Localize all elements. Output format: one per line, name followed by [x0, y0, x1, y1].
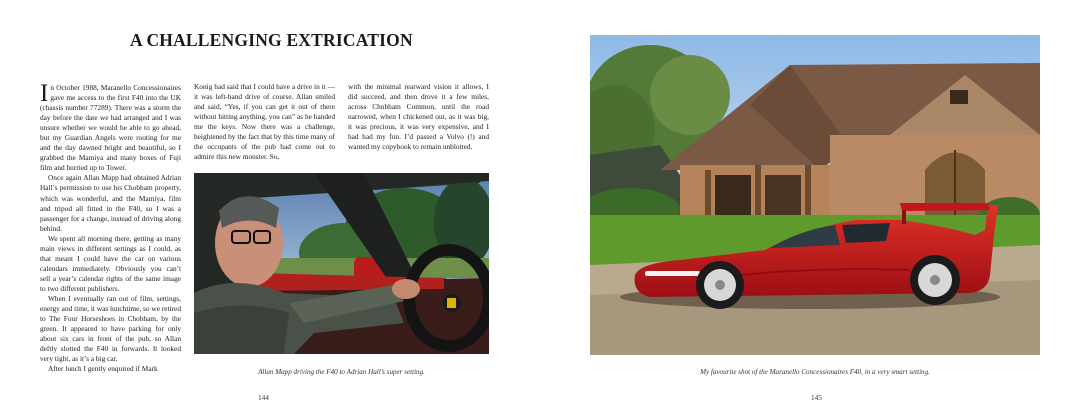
paragraph: with the minimal rearward vision it allows, I did succeed, and then drove it a few miles, across Chobham Common, until the road narrowed, when I chickened out, as it was big, it was precious, it was very expensive, and I had had my fun. I’d passed a Volvo (!) and wanted my copybook to remain unblotted. [348, 82, 489, 152]
photo-driver-in-f40 [194, 173, 489, 354]
drop-cap: I [40, 80, 49, 107]
paragraph: When I eventually ran out of film, settings, energy and time, it was lunchtime, so we retired to The Four Horseshoes in Chobham, by the green. It appeared to have parking for only about six cars in front of the pub, so Allan deftly slotted the F40 in forwards. It looked very tight, as it’s a big car. [40, 293, 181, 364]
page-number-left: 144 [258, 393, 269, 402]
text-column-1 [40, 82, 181, 374]
paragraph: We spent all morning there, getting as many main views in different settings as I could, as that meant I could have the car on various calendars immediately. Obviously you can’t sell a year’s calendar rights of the same image to two different publishers. [40, 233, 181, 293]
caption-right: My favourite shot of the Maranello Concessionaires F40, in a very smart setting. [700, 368, 930, 376]
paragraph: Once again Allan Mapp had obtained Adrian Hall’s permission to use his Chobham property, which was wonderful, and the Mamiya, film and tripod all fitted in the F40, so I was a passenger for a change, instead of driving along behind. [40, 173, 181, 233]
driver-illustration [194, 173, 489, 354]
f40-barn-illustration [590, 35, 1040, 355]
text-column-2 [194, 82, 335, 162]
chapter-title: A CHALLENGING EXTRICATION [130, 30, 413, 50]
page-number-right: 145 [811, 393, 822, 402]
paragraph: In October 1988, Maranello Concessionaires gave me access to the first F40 into the UK (chassis number 77289). There was a storm the day before the date we had arranged and I was unsure whether we would be able to go ahead, but my Guardian Angels were rooting for me and the day dawned bright and beautiful, so I grabbed the Mamiya and many boxes of Fuji film and hurried up to Tower. [40, 80, 181, 173]
caption-left: Allan Mapp driving the F40 to Adrian Hall’s super setting. [258, 368, 425, 376]
paragraph: After lunch I gently enquired if Mark [48, 364, 158, 374]
paragraph: Konig had said that I could have a drive in it — it was left-hand drive of course. Allan smiled and said, “Yes, if you can get it out of there without hitting anything, you can” as he handed me the keys. Now there was a challenge, heightened by the fact that by this time many of the occupants of the pub had come out to admire this new monster. So, [194, 82, 335, 162]
photo-f40-barn [590, 35, 1040, 355]
text-column-3 [348, 82, 489, 152]
